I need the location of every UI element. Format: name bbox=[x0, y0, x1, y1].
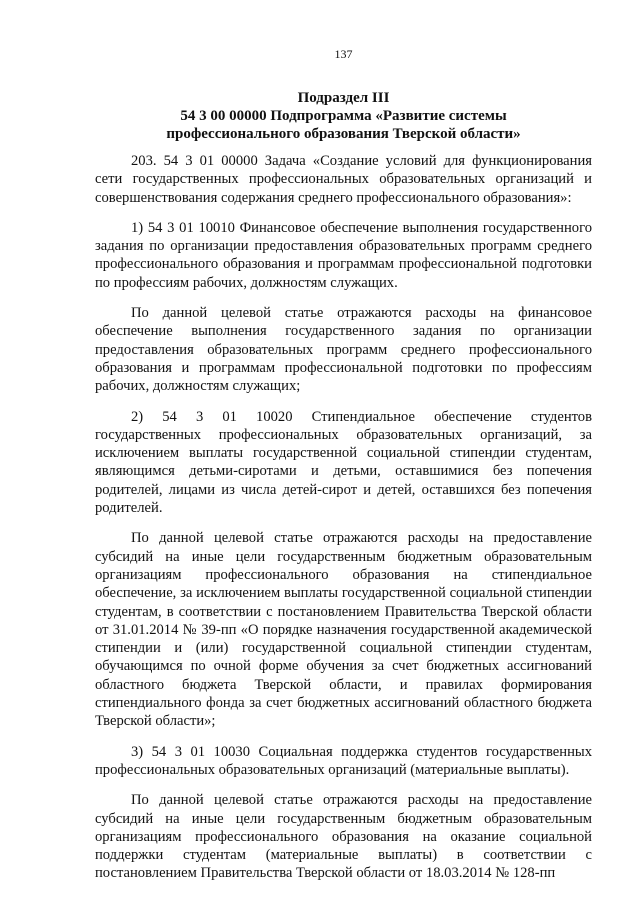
paragraph-item-1: 1) 54 3 01 10010 Финансовое обеспечение выполнения государственного задания по организации предоставления образовательных программ среднего профессионального образования и программам профессиональной подготовки по профессиям рабочих, должностям служащих. bbox=[95, 219, 592, 291]
paragraph-item-3: 3) 54 3 01 10030 Социальная поддержка студентов государственных профессиональных образовательных организаций (материальные выплаты). bbox=[95, 743, 592, 778]
paragraph-203-task: 203. 54 3 01 00000 Задача «Создание условий для функционирования сети государственных профессиональных образовательных организаций и совершенствования содержания среднего профессионального образования»: bbox=[95, 153, 592, 206]
heading-line-1: Подраздел III bbox=[297, 90, 390, 106]
paragraph-item-1-description: По данной целевой статье отражаются расходы на финансовое обеспечение выполнения государственного задания по организации предоставления образовательных программ среднего профессионального образования и программам профессиональной подготовки по профессиям рабочих, должностям служащих; bbox=[95, 305, 592, 395]
paragraph-item-2: 2) 54 3 01 10020 Стипендиальное обеспечение студентов государственных профессиональных образовательных организаций, за исключением выплаты государственной социальной стипендии студентам, являющимся детьми-сиротами и детьми, оставшимися без попечения родителей, лицами из числа детей-сирот и детей, оставшихся без попечения родителей. bbox=[95, 408, 592, 517]
section-heading bbox=[95, 89, 592, 143]
page-number: 137 bbox=[334, 47, 353, 61]
document-body bbox=[95, 152, 592, 895]
heading-line-2: 54 3 00 00000 Подпрограмма «Развитие системы bbox=[180, 108, 507, 124]
paragraph-item-3-description: По данной целевой статье отражаются расходы на предоставление субсидий на иные цели государственным бюджетным образовательным организациям профессионального образования на оказание социальной поддержки студентам (материальные выплаты) в соответствии с постановлением Правительства Тверской области от 18.03.2014 № 128-пп bbox=[95, 792, 592, 882]
paragraph-item-2-description: По данной целевой статье отражаются расходы на предоставление субсидий на иные цели государственным бюджетным образовательным организациям профессионального образования на стипендиальное обеспечение, за исключением выплаты государственной социальной стипендии студентам, в соответствии с постановлением Правительства Тверской области от 31.01.2014 № 39-пп «О порядке назначения государственной академической стипендии и (или) государственной социальной стипендии студентам, обучающимся по очной форме обучения за счет бюджетных ассигнований областного бюджета Тверской области, и правилах формирования стипендиального фонда за счет бюджетных ассигнований областного бюджета Тверской области»; bbox=[95, 530, 592, 730]
heading-line-3: профессионального образования Тверской области» bbox=[166, 126, 521, 142]
